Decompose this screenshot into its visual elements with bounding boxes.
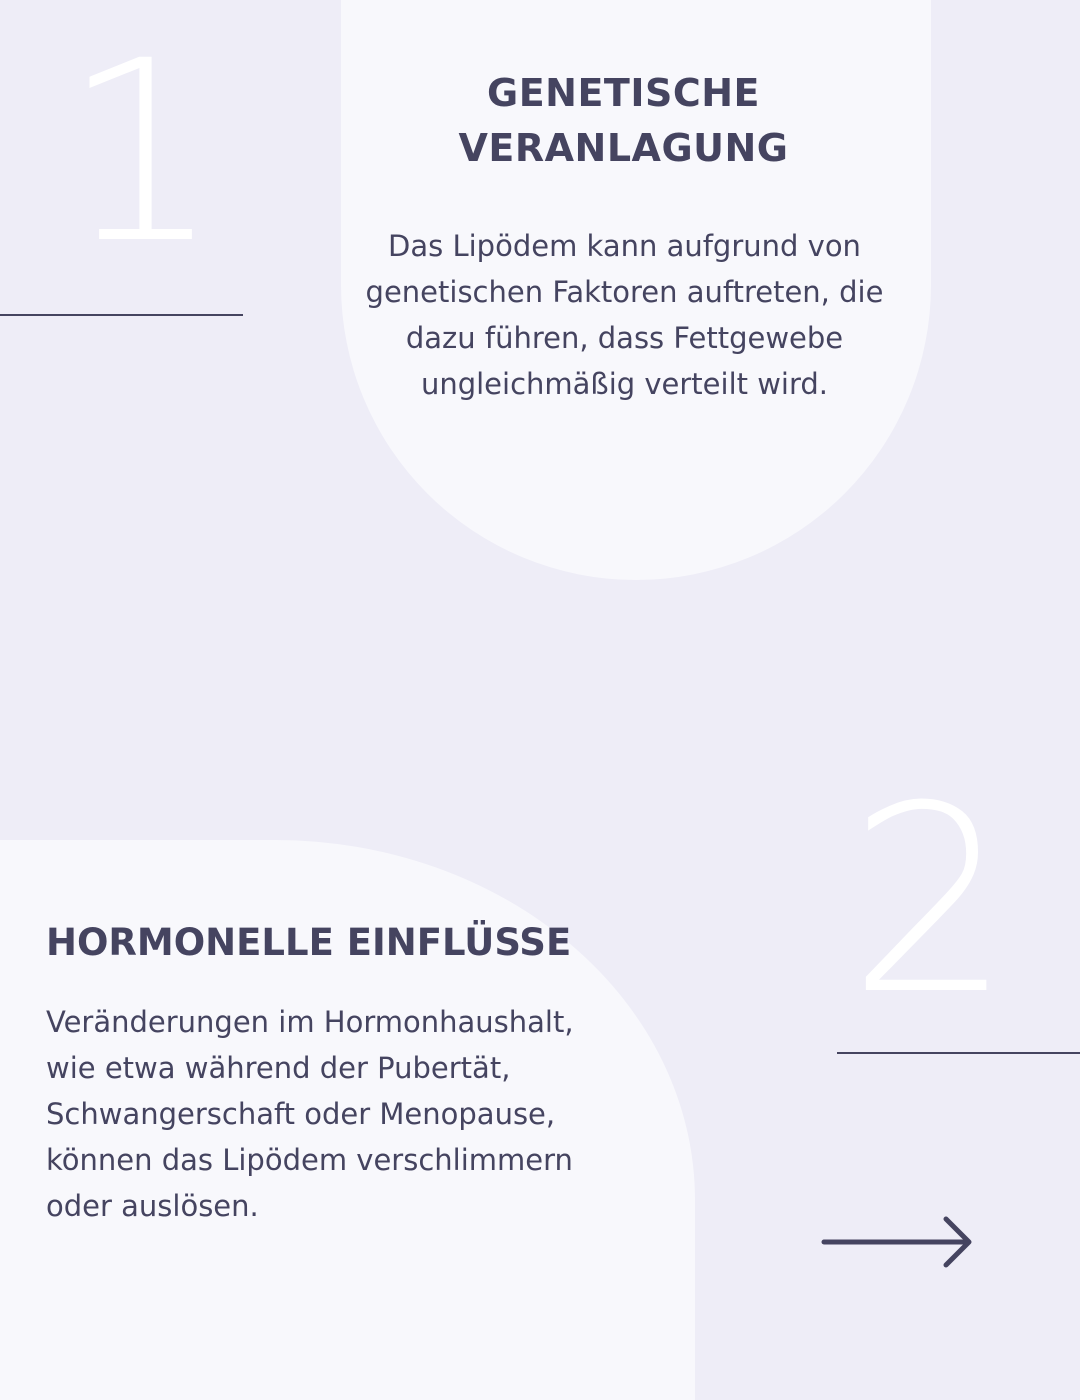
- heading-genetic: GENETISCHE VERANLAGUNG: [458, 71, 789, 170]
- text-genetic: Das Lipödem kann aufgrund von genetischen Faktoren auftreten, die dazu führen, dass Fettgewebe ungleichmäßig verteilt wird.: [365, 229, 884, 401]
- divider-line-1: [0, 314, 243, 316]
- divider-line-2: [837, 1052, 1080, 1054]
- step-number-1: 1: [62, 7, 222, 298]
- arrow-right-icon[interactable]: [820, 1212, 976, 1272]
- step-number-2: 2: [848, 751, 1013, 1051]
- heading-hormonal: HORMONELLE EINFLÜSSE: [46, 921, 572, 964]
- text-hormonal: Veränderungen im Hormonhaushalt, wie etwa während der Pubertät, Schwangerschaft oder Menopause, können das Lipödem verschlimmern oder auslösen.: [46, 1005, 574, 1223]
